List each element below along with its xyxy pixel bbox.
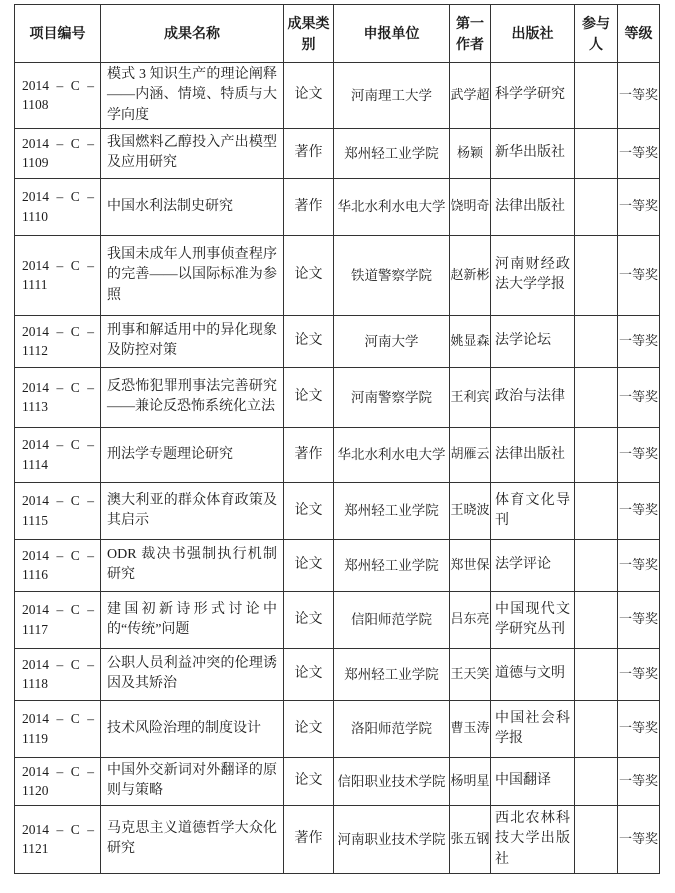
col-header-project-id: 项目编号	[15, 5, 101, 63]
grade-cell: 一等奖	[618, 805, 660, 873]
grade-cell: 一等奖	[618, 757, 660, 805]
unit-cell: 郑州轻工业学院	[334, 482, 450, 539]
category-cell: 著作	[284, 128, 334, 178]
grade-cell: 一等奖	[618, 591, 660, 648]
table-header-row	[15, 5, 660, 63]
participants-cell	[575, 367, 618, 427]
first-author-cell: 武学超	[450, 63, 491, 129]
publisher-cell: 中国社会科学报	[491, 700, 575, 757]
category-cell: 著作	[284, 805, 334, 873]
award-results-table	[14, 4, 660, 874]
participants-cell	[575, 757, 618, 805]
col-header-grade: 等级	[618, 5, 660, 63]
category-cell: 论文	[284, 700, 334, 757]
first-author-cell: 王晓波	[450, 482, 491, 539]
table-row	[15, 427, 660, 482]
participants-cell	[575, 427, 618, 482]
unit-cell: 郑州轻工业学院	[334, 648, 450, 700]
publisher-cell: 法律出版社	[491, 427, 575, 482]
category-cell: 著作	[284, 178, 334, 235]
grade-cell: 一等奖	[618, 235, 660, 315]
grade-cell: 一等奖	[618, 648, 660, 700]
publisher-cell: 法学评论	[491, 539, 575, 591]
publisher-cell: 新华出版社	[491, 128, 575, 178]
category-cell: 论文	[284, 591, 334, 648]
participants-cell	[575, 128, 618, 178]
project-id-cell: 2014 – C –1113	[15, 367, 101, 427]
participants-cell	[575, 648, 618, 700]
category-cell: 论文	[284, 367, 334, 427]
table-row	[15, 128, 660, 178]
achievement-name-cell: 建国初新诗形式讨论中的“传统”问题	[101, 591, 284, 648]
grade-cell: 一等奖	[618, 539, 660, 591]
category-cell: 论文	[284, 757, 334, 805]
table-row	[15, 648, 660, 700]
table-row	[15, 539, 660, 591]
achievement-name-cell: 模式 3 知识生产的理论阐释——内涵、情境、特质与大学向度	[101, 63, 284, 129]
publisher-cell: 中国现代文学研究丛刊	[491, 591, 575, 648]
participants-cell	[575, 178, 618, 235]
participants-cell	[575, 700, 618, 757]
first-author-cell: 张五钢	[450, 805, 491, 873]
col-header-publisher: 出版社	[491, 5, 575, 63]
project-id-cell: 2014 – C –1120	[15, 757, 101, 805]
category-cell: 论文	[284, 539, 334, 591]
unit-cell: 信阳职业技术学院	[334, 757, 450, 805]
participants-cell	[575, 805, 618, 873]
publisher-cell: 中国翻译	[491, 757, 575, 805]
col-header-category: 成果类别	[284, 5, 334, 63]
achievement-name-cell: 中国外交新词对外翻译的原则与策略	[101, 757, 284, 805]
achievement-name-cell: 我国未成年人刑事侦查程序的完善——以国际标准为参照	[101, 235, 284, 315]
table-row	[15, 315, 660, 367]
project-id-cell: 2014 – C –1110	[15, 178, 101, 235]
first-author-cell: 王利宾	[450, 367, 491, 427]
table-row	[15, 591, 660, 648]
unit-cell: 河南大学	[334, 315, 450, 367]
unit-cell: 河南警察学院	[334, 367, 450, 427]
project-id-cell: 2014 – C –1111	[15, 235, 101, 315]
achievement-name-cell: 公职人员利益冲突的伦理诱因及其矫治	[101, 648, 284, 700]
unit-cell: 华北水利水电大学	[334, 427, 450, 482]
participants-cell	[575, 63, 618, 129]
category-cell: 论文	[284, 648, 334, 700]
publisher-cell: 科学学研究	[491, 63, 575, 129]
first-author-cell: 杨颖	[450, 128, 491, 178]
col-header-participants: 参与人	[575, 5, 618, 63]
grade-cell: 一等奖	[618, 178, 660, 235]
grade-cell: 一等奖	[618, 315, 660, 367]
grade-cell: 一等奖	[618, 700, 660, 757]
unit-cell: 铁道警察学院	[334, 235, 450, 315]
achievement-name-cell: 中国水利法制史研究	[101, 178, 284, 235]
participants-cell	[575, 235, 618, 315]
first-author-cell: 王天笑	[450, 648, 491, 700]
project-id-cell: 2014 – C –1114	[15, 427, 101, 482]
first-author-cell: 吕东亮	[450, 591, 491, 648]
table-row	[15, 235, 660, 315]
achievement-name-cell: 刑事和解适用中的异化现象及防控对策	[101, 315, 284, 367]
first-author-cell: 胡雁云	[450, 427, 491, 482]
participants-cell	[575, 539, 618, 591]
publisher-cell: 道德与文明	[491, 648, 575, 700]
first-author-cell: 赵新彬	[450, 235, 491, 315]
table-row	[15, 805, 660, 873]
col-header-achievement-name: 成果名称	[101, 5, 284, 63]
table-row	[15, 700, 660, 757]
col-header-first-author: 第一作者	[450, 5, 491, 63]
grade-cell: 一等奖	[618, 128, 660, 178]
table-row	[15, 367, 660, 427]
participants-cell	[575, 591, 618, 648]
first-author-cell: 杨明星	[450, 757, 491, 805]
achievement-name-cell: 技术风险治理的制度设计	[101, 700, 284, 757]
project-id-cell: 2014 – C –1116	[15, 539, 101, 591]
col-header-unit: 申报单位	[334, 5, 450, 63]
achievement-name-cell: 马克思主义道德哲学大众化研究	[101, 805, 284, 873]
unit-cell: 河南职业技术学院	[334, 805, 450, 873]
table-row	[15, 482, 660, 539]
achievement-name-cell: ODR 裁决书强制执行机制研究	[101, 539, 284, 591]
publisher-cell: 体育文化导刊	[491, 482, 575, 539]
participants-cell	[575, 315, 618, 367]
unit-cell: 洛阳师范学院	[334, 700, 450, 757]
first-author-cell: 姚显森	[450, 315, 491, 367]
category-cell: 论文	[284, 235, 334, 315]
grade-cell: 一等奖	[618, 482, 660, 539]
unit-cell: 信阳师范学院	[334, 591, 450, 648]
publisher-cell: 河南财经政法大学学报	[491, 235, 575, 315]
achievement-name-cell: 刑法学专题理论研究	[101, 427, 284, 482]
category-cell: 论文	[284, 63, 334, 129]
unit-cell: 华北水利水电大学	[334, 178, 450, 235]
project-id-cell: 2014 – C –1119	[15, 700, 101, 757]
grade-cell: 一等奖	[618, 427, 660, 482]
project-id-cell: 2014 – C –1109	[15, 128, 101, 178]
category-cell: 著作	[284, 427, 334, 482]
project-id-cell: 2014 – C –1112	[15, 315, 101, 367]
unit-cell: 河南理工大学	[334, 63, 450, 129]
achievement-name-cell: 反恐怖犯罪刑事法完善研究——兼论反恐怖系统化立法	[101, 367, 284, 427]
achievement-name-cell: 我国燃料乙醇投入产出模型及应用研究	[101, 128, 284, 178]
table-row	[15, 63, 660, 129]
first-author-cell: 郑世保	[450, 539, 491, 591]
publisher-cell: 西北农林科技大学出版社	[491, 805, 575, 873]
project-id-cell: 2014 – C –1117	[15, 591, 101, 648]
table-row	[15, 178, 660, 235]
publisher-cell: 政治与法律	[491, 367, 575, 427]
project-id-cell: 2014 – C –1118	[15, 648, 101, 700]
achievement-name-cell: 澳大利亚的群众体育政策及其启示	[101, 482, 284, 539]
category-cell: 论文	[284, 482, 334, 539]
first-author-cell: 饶明奇	[450, 178, 491, 235]
unit-cell: 郑州轻工业学院	[334, 539, 450, 591]
grade-cell: 一等奖	[618, 63, 660, 129]
participants-cell	[575, 482, 618, 539]
project-id-cell: 2014 – C –1115	[15, 482, 101, 539]
publisher-cell: 法律出版社	[491, 178, 575, 235]
project-id-cell: 2014 – C –1108	[15, 63, 101, 129]
first-author-cell: 曹玉涛	[450, 700, 491, 757]
table-body	[15, 63, 660, 874]
unit-cell: 郑州轻工业学院	[334, 128, 450, 178]
project-id-cell: 2014 – C –1121	[15, 805, 101, 873]
table-row	[15, 757, 660, 805]
publisher-cell: 法学论坛	[491, 315, 575, 367]
category-cell: 论文	[284, 315, 334, 367]
grade-cell: 一等奖	[618, 367, 660, 427]
